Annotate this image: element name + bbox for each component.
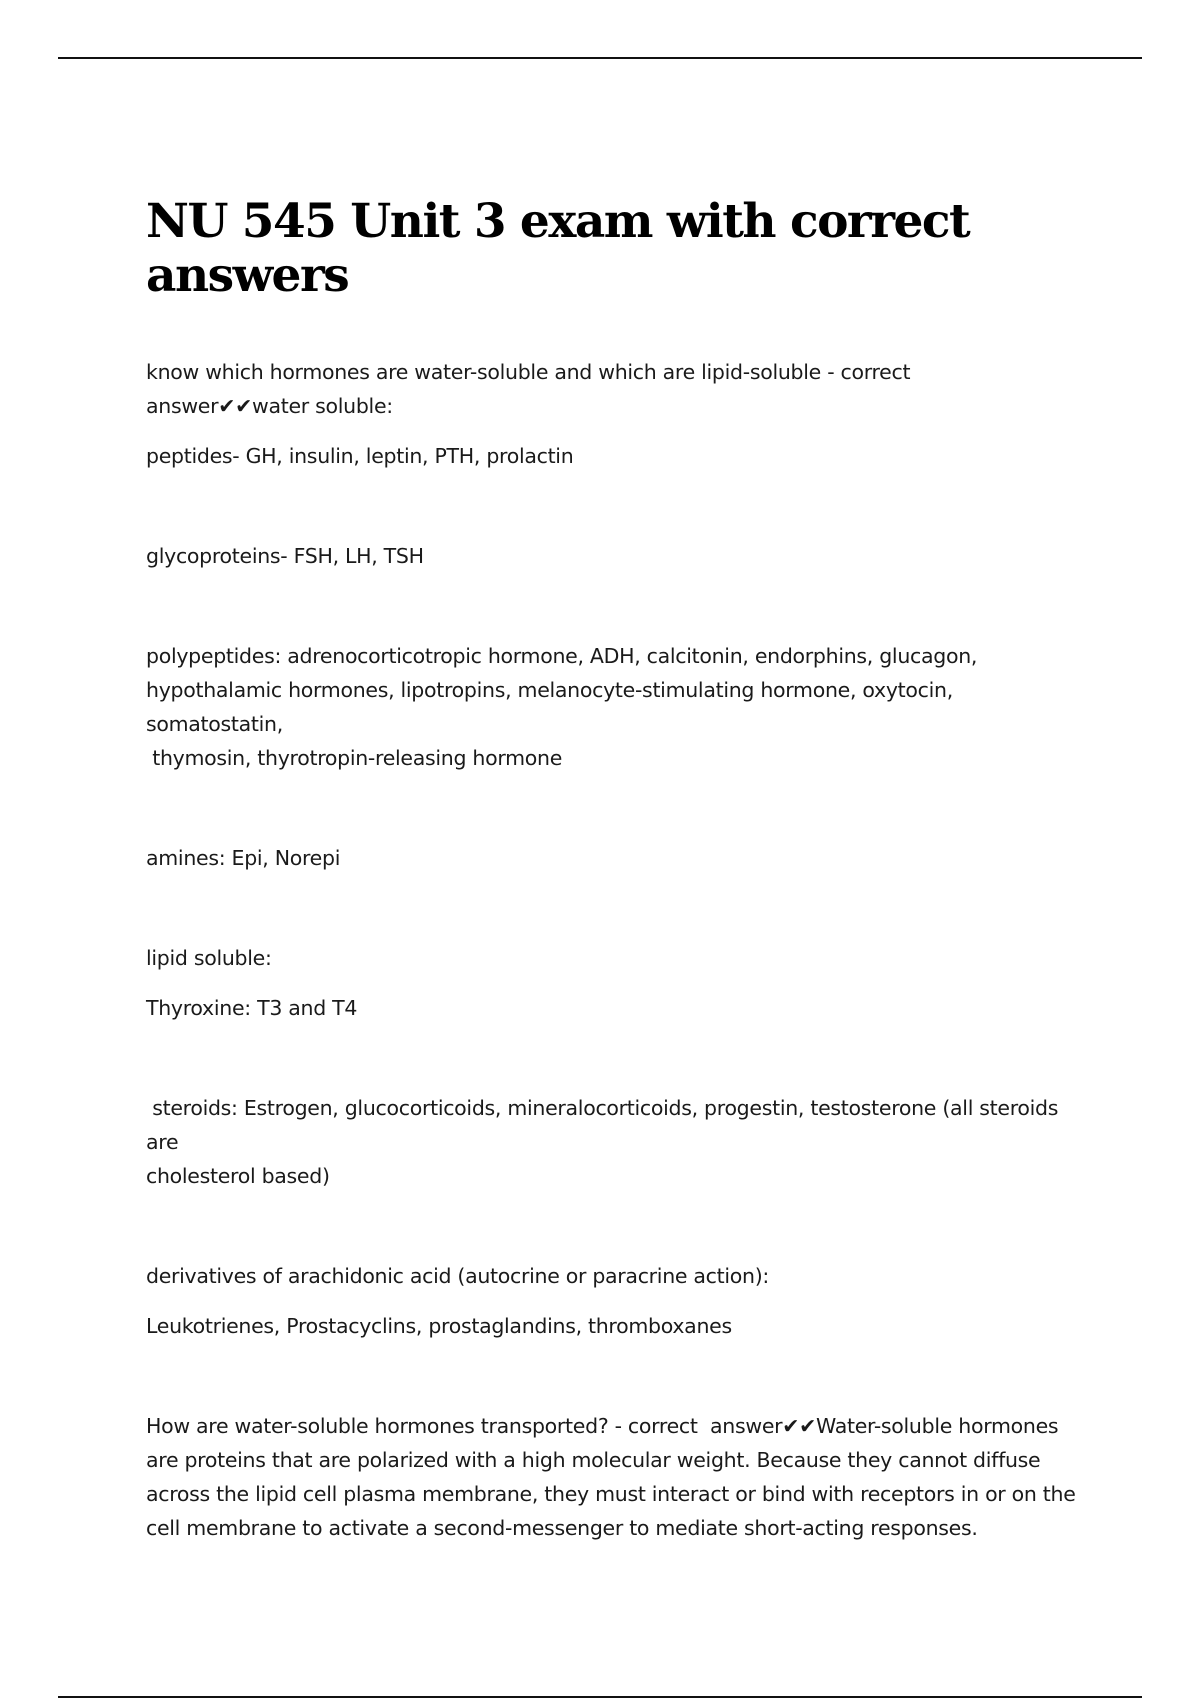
eicosanoids-line: Leukotrienes, Prostacyclins, prostaglandins, thromboxanes: [146, 1314, 732, 1339]
question-1-answer-intro: know which hormones are water-soluble and which are lipid-soluble - correct answer✔✔water soluble:: [146, 360, 911, 419]
document-title: NU 545 Unit 3 exam with correct answers: [146, 194, 970, 304]
arachidonic-heading: derivatives of arachidonic acid (autocrine or paracrine action):: [146, 1264, 770, 1289]
document-body: [146, 195, 1096, 1545]
glycoproteins-line: glycoproteins- FSH, LH, TSH: [146, 544, 424, 569]
polypeptides-paragraph: polypeptides: adrenocorticotropic hormone, ADH, calcitonin, endorphins, glucagon, hypothalamic hormones, lipotropins, melanocyte-stimulating hormone, oxytocin, somatostatin, thymosin, thyrotropin-releasing hormone: [146, 644, 978, 771]
question-2-paragraph: How are water-soluble hormones transported? - correct answer✔✔Water-soluble hormones are proteins that are polarized with a high molecular weight. Because they cannot diffuse across the lipid cell plasma membrane, they must interact or bind with receptors in or on the cell membrane to activate a second-messenger to mediate short-acting responses.: [146, 1414, 1076, 1541]
steroids-paragraph: steroids: Estrogen, glucocorticoids, mineralocorticoids, progestin, testosterone (all steroids are cholesterol based): [146, 1096, 1059, 1189]
header-rule: [58, 57, 1142, 59]
peptides-line: peptides- GH, insulin, leptin, PTH, prolactin: [146, 444, 574, 469]
lipid-soluble-heading: lipid soluble:: [146, 946, 272, 971]
amines-line: amines: Epi, Norepi: [146, 846, 341, 871]
thyroxine-line: Thyroxine: T3 and T4: [146, 996, 358, 1021]
footer-rule: [58, 1696, 1142, 1698]
